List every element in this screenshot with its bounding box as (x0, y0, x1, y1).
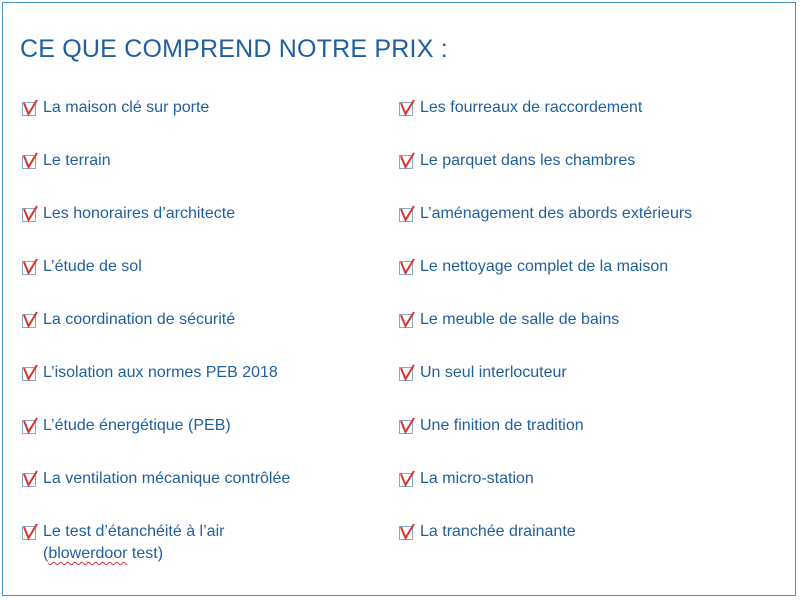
checkbox-v-icon (21, 258, 39, 276)
spellcheck-word: blowerdoor (48, 545, 128, 562)
list-item-label: Le terrain (43, 152, 111, 169)
page-title: CE QUE COMPREND NOTRE PRIX : (20, 35, 448, 63)
list-item-label: Une finition de tradition (420, 417, 584, 434)
list-item-label: L’étude énergétique (PEB) (43, 417, 231, 434)
list-item-line2-open: ( (43, 545, 49, 562)
list-item-label: L’étude de sol (43, 258, 142, 275)
list-item-label: Le meuble de salle de bains (420, 311, 620, 328)
list-item-label: Un seul interlocuteur (420, 364, 567, 381)
list-item-label: L’aménagement des abords extérieurs (420, 205, 693, 222)
list-item-label: La maison clé sur porte (43, 99, 210, 116)
list-item-label: Le parquet dans les chambres (420, 152, 636, 169)
checkbox-v-icon (398, 152, 416, 170)
checkbox-v-icon (398, 99, 416, 117)
checkbox-v-icon (398, 311, 416, 329)
list-item-label: La micro-station (420, 470, 534, 487)
list-item-label (43, 521, 224, 565)
checkbox-v-icon (21, 470, 39, 488)
checkbox-v-icon (398, 470, 416, 488)
list-item-line2-close: test) (127, 545, 164, 562)
checkbox-v-icon (398, 417, 416, 435)
list-item-line1: Le test d’étanchéité à l’air (43, 523, 225, 540)
checkbox-v-icon (398, 364, 416, 382)
checkbox-v-icon (398, 523, 416, 541)
checkbox-v-icon (398, 258, 416, 276)
checkbox-v-icon (21, 99, 39, 117)
list-item-label: La ventilation mécanique contrôlée (43, 470, 291, 487)
checkbox-v-icon (21, 364, 39, 382)
list-item-label: La coordination de sécurité (43, 311, 236, 328)
checkbox-v-icon (21, 417, 39, 435)
checkbox-v-icon (21, 523, 39, 541)
checkbox-v-icon (398, 205, 416, 223)
slide (2, 2, 796, 596)
list-item-label: Les fourreaux de raccordement (420, 99, 643, 116)
checkbox-v-icon (21, 311, 39, 329)
list-item-label: La tranchée drainante (420, 523, 576, 540)
checkbox-v-icon (21, 205, 39, 223)
list-item-label: Les honoraires d’architecte (43, 205, 236, 222)
list-item-label: Le nettoyage complet de la maison (420, 258, 669, 275)
list-item-label: L’isolation aux normes PEB 2018 (43, 364, 278, 381)
checkbox-v-icon (21, 152, 39, 170)
